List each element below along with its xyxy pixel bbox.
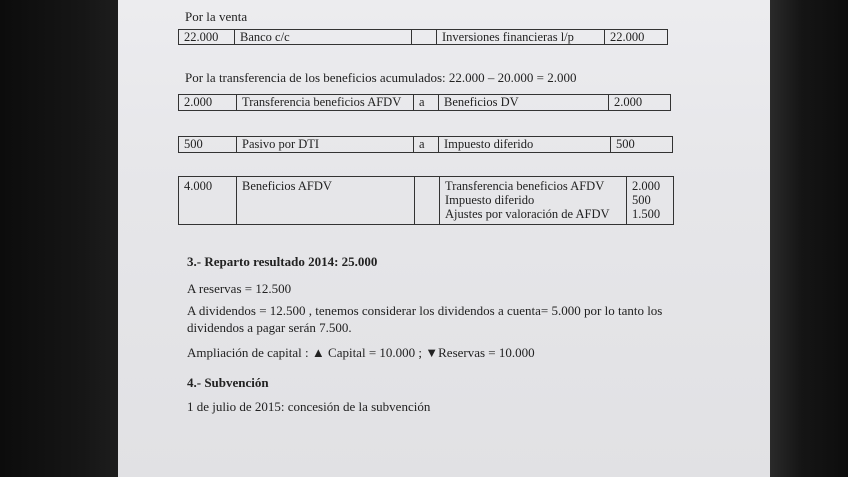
debit-account: Pasivo por DTI: [236, 137, 413, 152]
dividendos-line-1: A dividendos = 12.500 , tenemos considerar los dividendos a cuenta= 5.000 por lo tanto los: [187, 303, 663, 318]
credit-accounts: [439, 177, 626, 224]
debit-account: Beneficios AFDV: [236, 177, 414, 224]
connector: [411, 30, 436, 44]
monitor-bezel-left: [0, 0, 118, 477]
credit-amount: 2.000: [608, 95, 670, 110]
debit-amount: 22.000: [184, 30, 219, 44]
reservas-line: A reservas = 12.500: [187, 281, 292, 296]
debit-account: Transferencia beneficios AFDV: [236, 95, 413, 110]
credit-account: Transferencia beneficios AFDV: [445, 179, 605, 193]
journal-entry-transfer-3: [178, 176, 674, 225]
credit-amounts: [626, 177, 673, 224]
debit-amount: 2.000: [184, 95, 213, 109]
ampliacion-capital-line: Ampliación de capital : ▲ Capital = 10.000 ; ▼Reservas = 10.000: [187, 345, 535, 360]
credit-amount: 500: [610, 137, 672, 152]
credit-account: Ajustes por valoración de AFDV: [445, 207, 610, 221]
credit-amount: 2.000: [632, 179, 661, 193]
connector: a: [413, 137, 438, 152]
section-3-title: 3.- Reparto resultado 2014: 25.000: [187, 254, 378, 269]
debit-amount: 4.000: [184, 179, 213, 193]
dividendos-line-2: dividendos a pagar serán 7.500.: [187, 320, 352, 335]
document-page: [118, 0, 770, 477]
subvencion-line: 1 de julio de 2015: concesión de la subvención: [187, 399, 431, 414]
heading-venta: Por la venta: [185, 9, 248, 24]
credit-amount: 1.500: [632, 207, 661, 221]
section-4-title: 4.- Subvención: [187, 375, 269, 390]
monitor-bezel-right: [770, 0, 848, 477]
credit-amount: 500: [632, 193, 651, 207]
connector: a: [413, 95, 438, 110]
connector: [414, 177, 439, 224]
journal-entry-transfer-1: [178, 94, 671, 111]
credit-account: Inversiones financieras l/p: [436, 30, 604, 44]
journal-entry-venta: [178, 29, 668, 45]
credit-amount: 22.000: [604, 30, 667, 44]
credit-account: Impuesto diferido: [438, 137, 610, 152]
credit-account: Beneficios DV: [438, 95, 608, 110]
credit-account: Impuesto diferido: [445, 193, 535, 207]
debit-amount: 500: [184, 137, 203, 151]
debit-account: Banco c/c: [234, 30, 411, 44]
journal-entry-transfer-2: [178, 136, 673, 153]
heading-transferencia: Por la transferencia de los beneficios acumulados: 22.000 – 20.000 = 2.000: [185, 70, 577, 85]
